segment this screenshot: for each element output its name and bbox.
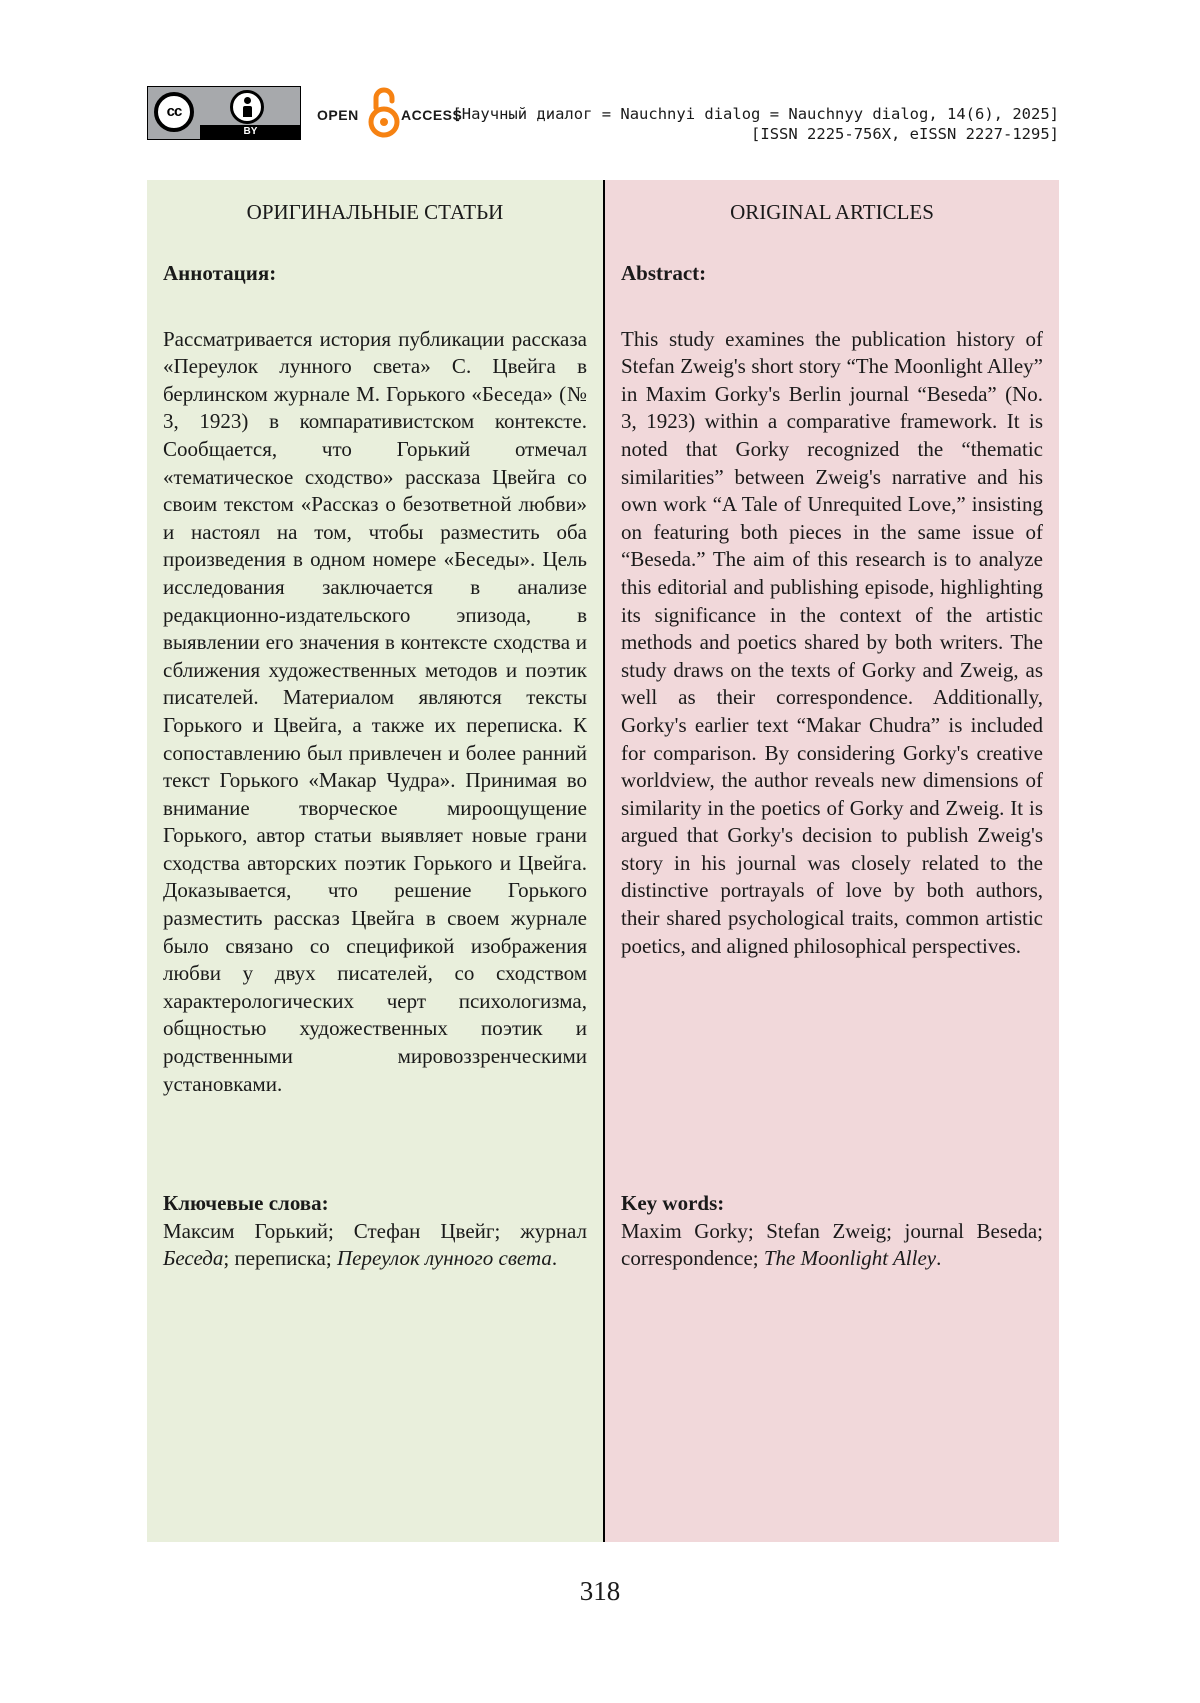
section-title-ru: ОРИГИНАЛЬНЫЕ СТАТЬИ [246,200,504,224]
issn-line: [ISSN 2225-756X, eISSN 2227-1295] [751,125,1059,143]
keywords-block-ru [163,1190,587,1273]
citation-line: [Научный диалог = Nauchnyi dialog = Nauchnyy dialog, 14(6), 2025] [452,105,1059,123]
page-number: 318 [579,1576,621,1606]
abstract-text-ru: Рассматривается история публикации рассказа «Переулок лунного света» С. Цвейга в берлинском журнале М. Горького «Беседа» (№ 3, 1923) в компаративистском контексте. Сообщается, что Горький отмечал «тематическое сходство» рассказа Цвейга со своим текстом «Рассказ о безответной любви» и настоял на том, чтобы разместить оба произведения в одном номере «Беседы». Цель исследования заключается в анализе редакционно-издательского эпизода, в выявлении его значения в контексте сходства и сближения художественных методов и поэтик писателей. Материалом являются тексты Горького и Цвейга, а также их переписка. К сопоставлению был привлечен и более ранний текст Горького «Макар Чудра». Принимая во внимание творческое мироощущение Горького, автор статьи выявляет новые грани сходства авторских поэтик Горького и Цвейга. Доказывается, что решение Горького разместить рассказ Цвейга в своем журнале было связано со спецификой изображения любви у двух писателей, со сходством характерологических черт психологизма, общностью художественных поэтик и родственными мировоззренческими установками. [163,326,587,1096]
page-header [147,84,1059,144]
keywords-block-en [621,1190,1043,1273]
bilingual-abstract-table [147,180,1059,1542]
open-access-open-text: OPEN [317,107,359,123]
keywords-list-en: Maxim Gorky; Stefan Zweig; journal Beseda; correspondence; The Moonlight Alley. [621,1218,1043,1271]
section-title-en: ORIGINAL ARTICLES [730,200,934,224]
keyword-italic-ru-2: Переулок лунного света [336,1246,552,1271]
open-access-logo [317,84,463,142]
abstract-label-ru: Аннотация: [163,261,277,285]
english-column [603,180,1059,1542]
keywords-list-ru: Максим Горький; Стефан Цвейг; журнал Беседа; переписка; Переулок лунного света. [163,1218,587,1271]
abstract-label-en: Abstract: [621,261,707,285]
cc-by-license-badge[interactable] [147,86,301,140]
journal-citation [452,104,1059,144]
keywords-label-ru: Ключевые слова: [163,1191,329,1215]
keywords-label-en: Key words: [621,1191,725,1215]
license-by-label: BY [200,125,301,139]
open-access-lock-icon [367,84,401,142]
creative-commons-icon: cc [154,92,194,132]
abstract-text-en: This study examines the publication history of Stefan Zweig's short story “The Moonlight Alley” in Maxim Gorky's Berlin journal “Beseda” (No. 3, 1923) within a comparative framework. It is noted that Gorky recognized the “thematic similarities” between Zweig's narrative and his own work “A Tale of Unrequited Love,” insisting on featuring both pieces in the same issue of “Beseda.” The aim of this research is to analyze this editorial and publishing episode, highlighting its significance in the context of the artistic methods and poetics shared by both writers. The study draws on the texts of Gorky and Zweig, as well as their correspondence. Additionally, Gorky's earlier text “Makar Chudra” is included for comparison. By considering Gorky's creative worldview, the author reveals new dimensions of similarity in the poetics of Gorky and Zweig. It is argued that Gorky's decision to publish Zweig's story in his journal was closely related to the distinctive portrayals of love by both authors, their shared psychological traits, common artistic poetics, and aligned philosophical perspectives. [621,326,1043,958]
open-access-access-text: ACCESS [401,107,463,123]
attribution-person-icon [230,90,264,124]
keyword-italic-ru-1: Беседа [163,1246,224,1271]
keyword-italic-en-1: The Moonlight Alley [763,1246,937,1271]
russian-column [147,180,603,1542]
